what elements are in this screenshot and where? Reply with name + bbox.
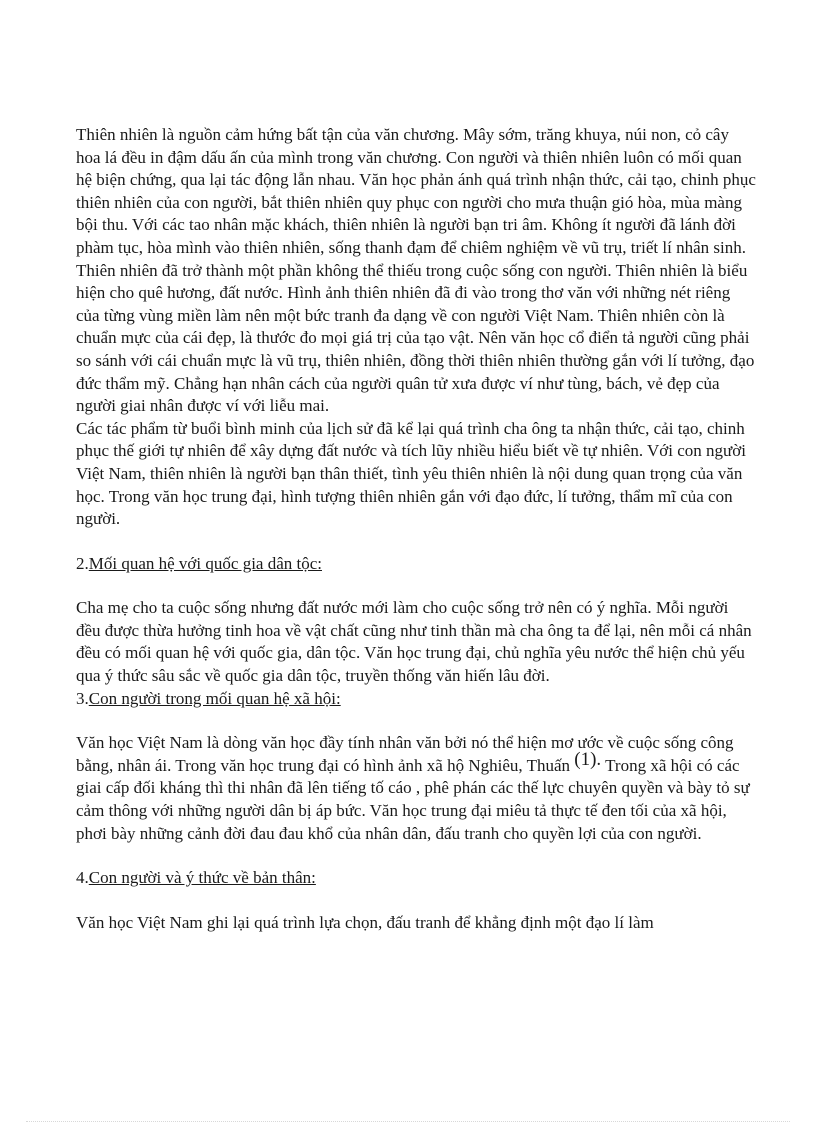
heading-society xyxy=(76,688,756,711)
spacer xyxy=(76,710,756,732)
spacer xyxy=(76,531,756,553)
footnote-marker: (1). xyxy=(574,748,602,770)
heading-number: 4. xyxy=(76,868,89,888)
spacer xyxy=(76,845,756,867)
heading-number: 3. xyxy=(76,688,89,708)
heading-self xyxy=(76,867,756,890)
paragraph-society xyxy=(76,732,756,845)
document-body xyxy=(76,124,756,934)
paragraph-society-text: Văn học Việt Nam là dòng văn học đầy tính nhân văn bởi nó thể hiện mơ ước về cuộc sống công bằng, nhân ái. Trong văn học trung đại có hình ảnh xã hộ Nghiêu, Thuấn xyxy=(76,733,734,775)
paragraph-self: Văn học Việt Nam ghi lại quá trình lựa chọn, đấu tranh để khẳng định một đạo lí làm xyxy=(76,912,654,932)
paragraph-society-rest: Trong xã hội có các giai cấp đối kháng thì thi nhân đã lên tiếng tố cáo , phê phán các thế lực chuyên quyền và bày tỏ sự cảm thông với những người dân bị áp bức. Văn học trung đại miêu tả thực tế đen tối của xã hội, phơi bày những cảnh đời đau đau khổ của nhân dân, đấu tranh cho quyền lợi của con người. xyxy=(76,755,750,843)
paragraph-nature: Thiên nhiên là nguồn cảm hứng bất tận của văn chương. Mây sớm, trăng khuya, núi non, cỏ cây hoa lá đều in đậm dấu ấn của mình trong văn chương. Con người và thiên nhiên luôn có mối quan hệ biện chứng, qua lại tác động lẫn nhau. Văn học phản ánh quá trình nhận thức, cải tạo, chinh phục thiên nhiên của con người, bắt thiên nhiên quy phục con người cho mưa thuận gió hòa, mùa màng bội thu. Với các tao nhân mặc khách, thiên nhiên là người bạn tri âm. Không ít người đã lánh đời phàm tục, hòa mình vào thiên nhiên, sống thanh đạm để chiêm nghiệm về vũ trụ, triết lí nhân sinh. Thiên nhiên đã trở thành một phần không thể thiếu trong cuộc sống con người. Thiên nhiên là biểu hiện cho quê hương, đất nước. Hình ảnh thiên nhiên đã đi vào trong thơ văn với những nét riêng của từng vùng miền làm nên một bức tranh đa dạng về con người Việt Nam. Thiên nhiên còn là chuẩn mực của cái đẹp, là thước đo mọi giá trị của tạo vật. Nên văn học cổ điển tả người cũng phải so sánh với cái chuẩn mực là vũ trụ, thiên nhiên, đồng thời thiên nhiên thường gắn với lí tưởng, đạo đức thẩm mỹ. Chẳng hạn nhân cách của người quân tử xưa được ví như tùng, bách, vẻ đẹp của người giai nhân được ví với liễu mai. xyxy=(76,125,756,416)
paragraph-nature-works: Các tác phẩm từ buổi bình minh của lịch sử đã kể lại quá trình cha ông ta nhận thức, cải tạo, chinh phục thế giới tự nhiên để xây dựng đất nước và tích lũy nhiều hiểu biết về tự nhiên. Với con người Việt Nam, thiên nhiên là người bạn thân thiết, tình yêu thiên nhiên là nội dung quan trọng của văn học. Trong văn học trung đại, hình tượng thiên nhiên gắn với đạo đức, lí tưởng, thẩm mĩ của con người. xyxy=(76,418,746,529)
heading-nation xyxy=(76,553,756,576)
spacer xyxy=(76,575,756,597)
heading-title: Mối quan hệ với quốc gia dân tộc: xyxy=(88,553,322,573)
spacer xyxy=(76,890,756,912)
heading-number: 2. xyxy=(76,553,89,573)
heading-title: Con người trong mối quan hệ xã hội: xyxy=(88,688,341,708)
paragraph-nation: Cha mẹ cho ta cuộc sống nhưng đất nước mới làm cho cuộc sống trở nên có ý nghĩa. Mỗi người đều được thừa hưởng tinh hoa về vật chất cũng như tinh thần mà cha ông ta để lại, nên mỗi cá nhân đều có mối quan hệ với quốc gia, dân tộc. Văn học trung đại, chủ nghĩa yêu nước thể hiện chủ yếu qua ý thức sâu sắc về quốc gia dân tộc, truyền thống văn hiến lâu đời. xyxy=(76,598,752,686)
heading-title: Con người và ý thức về bản thân: xyxy=(88,868,316,888)
page-bottom-border xyxy=(26,1121,790,1122)
